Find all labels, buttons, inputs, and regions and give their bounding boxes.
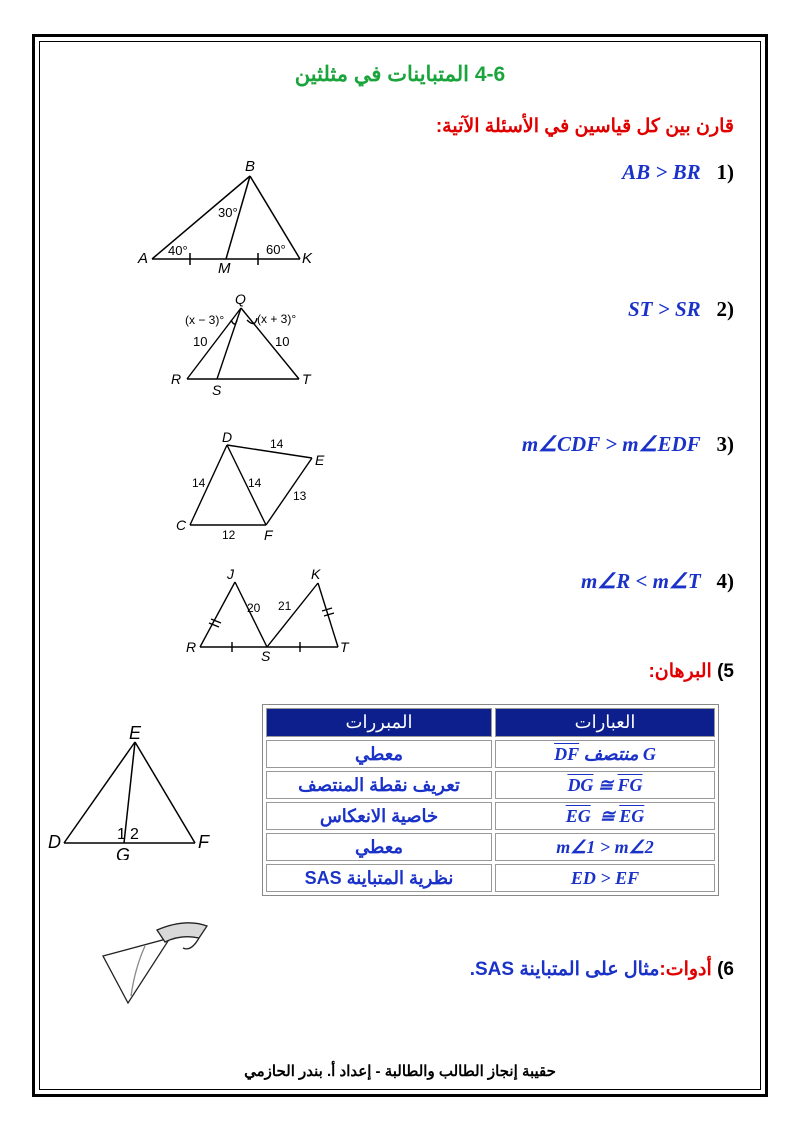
figure-quadrilateral-cdef	[170, 428, 345, 543]
side-cf-label: 12	[222, 528, 236, 542]
figure-triangle-qrt	[165, 290, 345, 400]
label-s: S	[212, 382, 222, 398]
label-b: B	[245, 158, 256, 175]
statement-cell	[495, 802, 715, 830]
proof-heading	[648, 660, 734, 683]
reason-cell: تعريف نقطة المنتصف	[266, 771, 492, 799]
angle-2-label: 2	[130, 826, 139, 843]
proof-row	[266, 740, 715, 768]
side-ef-label: 13	[293, 489, 307, 503]
segment-overline: $\overline{EG}$	[565, 805, 591, 826]
instruction-text: قارن بين كل قياسين في الأسئلة الآتية:	[435, 116, 734, 137]
tools-line	[470, 958, 734, 981]
statement-expression	[567, 775, 642, 796]
proof-row	[266, 802, 715, 830]
reasons-header: المبررات	[266, 708, 492, 737]
side-df-label: 14	[248, 476, 262, 490]
footer-text: حقيبة إنجاز الطالب والطالبة - إعداد أ. بندر الحازمي	[244, 1063, 556, 1080]
statement-cell	[495, 833, 715, 861]
question-expression: m∠R < m∠T	[581, 569, 701, 593]
side-qr-label: 10	[193, 334, 208, 349]
label-t: T	[340, 639, 349, 655]
question-number: (2	[716, 297, 734, 321]
question-1	[622, 160, 734, 185]
label-t: T	[302, 371, 311, 387]
angle-b-label: 30°	[218, 205, 238, 220]
tools-number: 6)	[717, 959, 734, 980]
lesson-title: 4-6 المتباينات في مثلثين	[294, 63, 506, 86]
label-c: C	[176, 517, 187, 533]
question-3	[522, 432, 734, 457]
side-qt-label: 10	[275, 334, 290, 349]
question-4	[581, 569, 734, 594]
angle-right-label: (x + 3)°	[257, 312, 297, 326]
label-g: G	[116, 845, 131, 860]
proof-header-row	[266, 708, 715, 737]
angle-1-label: 1	[117, 826, 126, 843]
label-m: M	[218, 260, 231, 275]
statement-expression	[566, 806, 645, 827]
congruent-symbol: ≅	[590, 805, 620, 826]
side-ks-label: 21	[278, 599, 292, 613]
figure-triangles-jks	[180, 565, 350, 665]
label-f: F	[198, 832, 209, 852]
label-q: Q	[235, 291, 246, 307]
angle-left-label: (x − 3)°	[185, 313, 225, 327]
question-number: (4	[716, 569, 734, 593]
label-f: F	[264, 527, 273, 543]
statement-text: ED > EF	[570, 867, 640, 888]
label-d: D	[48, 832, 61, 852]
label-d: D	[222, 429, 233, 445]
proof-row	[266, 833, 715, 861]
tools-label: أدوات:	[659, 959, 712, 980]
question-number: (1	[716, 160, 734, 184]
side-cd-label: 14	[192, 476, 206, 490]
statements-header: العبارات	[495, 708, 715, 737]
reason-cell: خاصية الانعكاس	[266, 802, 492, 830]
statement-cell	[495, 864, 715, 892]
tools-text: مثال على المتباينة SAS.	[469, 959, 660, 980]
statement-cell	[495, 771, 715, 799]
reason-cell: معطي	[266, 740, 492, 768]
segment-overline: $\overline{DG}$	[567, 774, 594, 795]
compass-tool-illustration	[95, 908, 220, 1013]
question-expression: AB > BR	[622, 160, 701, 184]
label-r: R	[171, 371, 182, 387]
proof-label: البرهان:	[648, 661, 712, 682]
question-2	[628, 297, 734, 322]
angle-k-label: 60°	[266, 242, 286, 257]
angle-a-label: 40°	[168, 243, 188, 258]
figure-triangle-abk	[130, 155, 330, 275]
question-expression: ST > SR	[627, 297, 701, 321]
label-k: K	[302, 250, 313, 267]
figure-triangle-def	[40, 720, 220, 860]
statement-cell	[495, 740, 715, 768]
proof-row	[266, 771, 715, 799]
reason-cell: معطي	[266, 833, 492, 861]
label-k: K	[311, 566, 321, 582]
congruent-symbol: ≅	[593, 774, 618, 795]
label-a: A	[138, 250, 149, 267]
label-e: E	[315, 452, 325, 468]
reason-cell: نظرية المتباينة SAS	[266, 864, 492, 892]
side-de-label: 14	[270, 437, 284, 451]
segment-overline: $\overline{EG}$	[619, 805, 645, 826]
label-r: R	[186, 639, 197, 655]
question-number: (3	[716, 432, 734, 456]
statement-text: m∠1 > m∠2	[556, 836, 654, 857]
proof-number: 5)	[717, 661, 734, 682]
question-expression: m∠CDF > m∠EDF	[521, 432, 701, 456]
proof-row	[266, 864, 715, 892]
label-e: E	[129, 723, 142, 743]
segment-overline: $\overline{FG}$	[617, 774, 643, 795]
label-s: S	[261, 648, 271, 664]
statement-text: G منتصف	[579, 743, 656, 764]
side-js-label: 20	[247, 601, 261, 615]
segment-overline: DF	[554, 743, 580, 764]
proof-table	[262, 704, 719, 896]
label-j: J	[227, 566, 234, 582]
